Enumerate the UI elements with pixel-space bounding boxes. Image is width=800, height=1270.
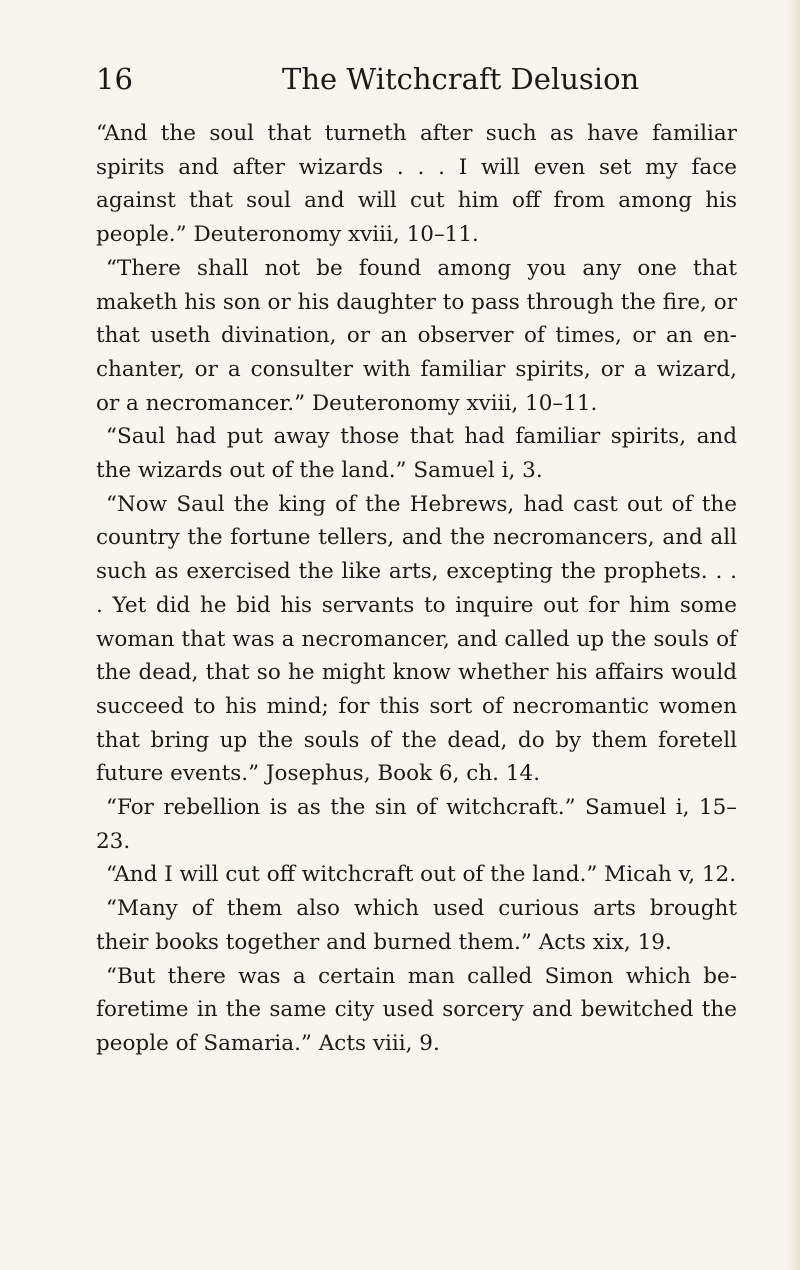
body-text xyxy=(96,117,737,1061)
paragraph-samuel-rebellion: “For rebellion is as the sin of witchcraft.” Samuel i, 15–23. xyxy=(96,795,737,854)
paragraph-micah: “And I will cut off witchcraft out of the land.” Micah v, 12. xyxy=(106,862,737,888)
page-edge-shadow xyxy=(786,0,800,1270)
paragraph-deuteronomy-divination: “There shall not be found among you any one that maketh his son or his daughter to pass through the fire, or that useth divination, or an observer of times, or an enchanter, or a consulter with familiar spirits, or a wizard, or a necromancer.” Deuteronomy xviii, 10–11. xyxy=(96,255,737,416)
paragraph-acts-curious-arts: “Many of them also which used curious arts brought their books together and burned them.” Acts xix, 19. xyxy=(96,896,737,955)
page-header xyxy=(96,62,736,106)
paragraph-josephus: “Now Saul the king of the Hebrews, had cast out of the country the fortune tellers, and the necromancers, and all such as exercised the like arts, excepting the prophets. . . . Yet did he bid his servants to inquire out for him some woman that was a necromancer, and called up the souls of the dead, that so he might know whether his affairs would succeed to his mind; for this sort of necromantic women that bring up the souls of the dead, do by them foretell future events.” Josephus, Book 6, ch. 14. xyxy=(96,491,737,787)
paragraph-samuel-saul: “Saul had put away those that had familiar spirits, and the wizards out of the land.” Samuel i, 3. xyxy=(96,424,737,484)
page-number: 16 xyxy=(96,62,133,96)
paragraph-acts-simon: “But there was a certain man called Simon which beforetime in the same city used sorcery and bewitched the people of Samaria.” Acts viii, 9. xyxy=(96,963,737,1056)
running-title: The Witchcraft Delusion xyxy=(282,62,640,96)
paragraph-deuteronomy-familiar-spirits: “And the soul that turneth after such as have familiar spirits and after wizards . . . I will even set my face against that soul and will cut him off from among his people.” Deuteronomy xviii, 10–11. xyxy=(96,121,737,248)
